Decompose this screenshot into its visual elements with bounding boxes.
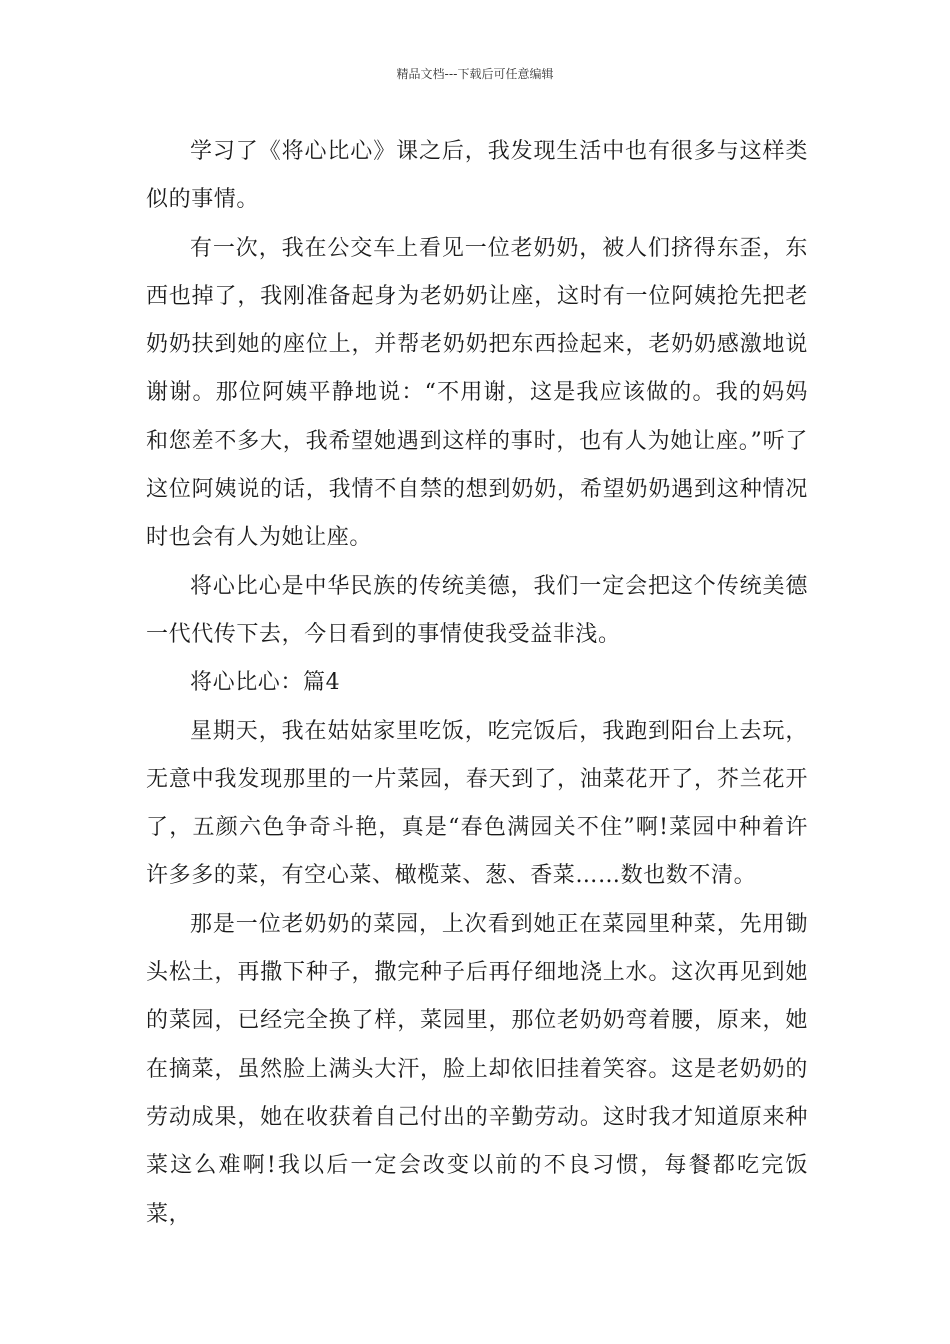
paragraph-3: 将心比心是中华民族的传统美德，我们一定会把这个传统美德一代代传下去，今日看到的事情使我受益非浅。 [146,573,808,647]
section-heading: 将心比心：篇4 [190,670,341,696]
paragraph-1: 学习了《将心比心》课之后，我发现生活中也有很多与这样类似的事情。 [146,139,808,213]
paragraph-4: 星期天，我在姑姑家里吃饭，吃完饭后，我跑到阳台上去玩，无意中我发现那里的一片菜园，春天到了，油菜花开了，芥兰花开了，五颜六色争奇斗艳，真是“春色满园关不住”啊!菜园中种着许许多多的菜，有空心菜、橄榄菜、葱、香菜……数也数不清。 [146,718,808,889]
paragraph-2: 有一次，我在公交车上看见一位老奶奶，被人们挤得东歪，东西也掉了，我刚准备起身为老奶奶让座，这时有一位阿姨抢先把老奶奶扶到她的座位上，并帮老奶奶把东西捡起来，老奶奶感激地说谢谢。那位阿姨平静地说：“不用谢，这是我应该做的。我的妈妈和您差不多大，我希望她遇到这样的事时，也有人为她让座。”听了这位阿姨说的话，我情不自禁的想到奶奶，希望奶奶遇到这种情况时也会有人为她让座。 [146,235,808,551]
page-header: 精品文档---下载后可任意编辑 [396,67,554,81]
document-body [146,128,808,1239]
paragraph-5: 那是一位老奶奶的菜园，上次看到她正在菜园里种菜，先用锄头松土，再撒下种子，撒完种子后再仔细地浇上水。这次再见到她的菜园，已经完全换了样，菜园里，那位老奶奶弯着腰，原来，她在摘菜，虽然脸上满头大汗，脸上却依旧挂着笑容。这是老奶奶的劳动成果，她在收获着自己付出的辛勤劳动。这时我才知道原来种菜这么难啊!我以后一定会改变以前的不良习惯，每餐都吃完饭菜， [146,911,808,1227]
